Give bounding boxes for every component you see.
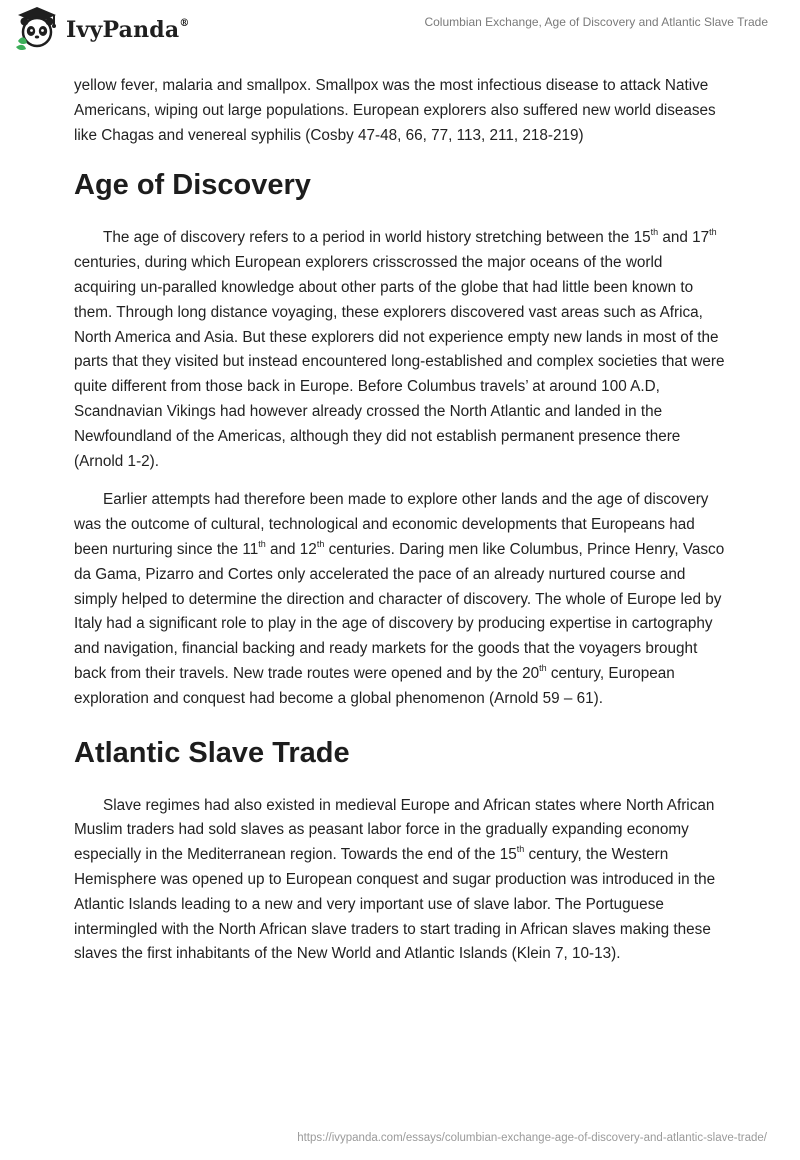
document-title: Columbian Exchange, Age of Discovery and Atlantic Slave Trade: [424, 15, 768, 29]
page-header: [0, 0, 800, 60]
brand-logo[interactable]: [14, 6, 190, 54]
article-body: [74, 74, 728, 981]
panda-graduate-icon: [14, 5, 60, 56]
paragraph-age-1: The age of discovery refers to a period in world history stretching between the 15th and 17th centuries, during which European explorers crisscrossed the major oceans of the world acquiring un-paralled knowledge about other parts of the globe that had little been known to them. Through long distance voyaging, these explorers discovered vast areas such as Africa, North America and Asia. But these explorers did not experience empty new lands in most of the parts that they visited but instead encountered long-established and complex societies that were quite different from those back in Europe. Before Columbus travels’ at around 100 A.D, Scandnavian Vikings had however already crossed the North Atlantic and landed in the Newfoundland of the Americas, although they did not establish permanent presence there (Arnold 1-2).: [74, 227, 725, 470]
heading-atlantic-slave-trade: Atlantic Slave Trade: [74, 736, 350, 769]
source-url[interactable]: https://ivypanda.com/essays/columbian-exchange-age-of-discovery-and-atlantic-slave-trade/: [297, 1132, 767, 1144]
paragraph-intro: yellow fever, malaria and smallpox. Smallpox was the most infectious disease to attack Native Americans, wiping out large populations. European explorers also suffered new world diseases like Chagas and venereal syphilis (Cosby 47-48, 66, 77, 113, 211, 218-219): [74, 77, 716, 144]
registered-mark: ®: [179, 18, 190, 29]
paragraph-age-2: Earlier attempts had therefore been made to explore other lands and the age of discovery was the outcome of cultural, technological and economic developments that Europeans had been nurturing since the 11th and 12th centuries. Daring men like Columbus, Prince Henry, Vasco da Gama, Pizarro and Cortes only accelerated the pace of an already nurtured course and simply helped to determine the direction and character of discovery. The whole of Europe led by Italy had a significant role to play in the age of discovery by producing expertise in cartography and navigation, financial backing and ready markets for the goods that the voyagers brought back from their travels. New trade routes were opened and by the 20th century, European exploration and conquest had become a global phenomenon (Arnold 59 – 61).: [74, 491, 725, 707]
heading-age-of-discovery: Age of Discovery: [74, 169, 311, 202]
brand-name: IvyPanda®: [66, 17, 190, 43]
paragraph-slave-1: Slave regimes had also existed in medieval Europe and African states where North African Muslim traders had sold slaves as peasant labor force in the gradually expanding economy especially in the Mediterranean region. Towards the end of the 15th century, the Western Hemisphere was opened up to European conquest and sugar production was introduced in the Atlantic Islands leading to a new and very important use of slave labor. The Portuguese intermingled with the North African slave traders to start trading in African slaves making these slaves the first inhabitants of the New World and Atlantic Islands (Klein 7, 10-13).: [74, 796, 716, 963]
